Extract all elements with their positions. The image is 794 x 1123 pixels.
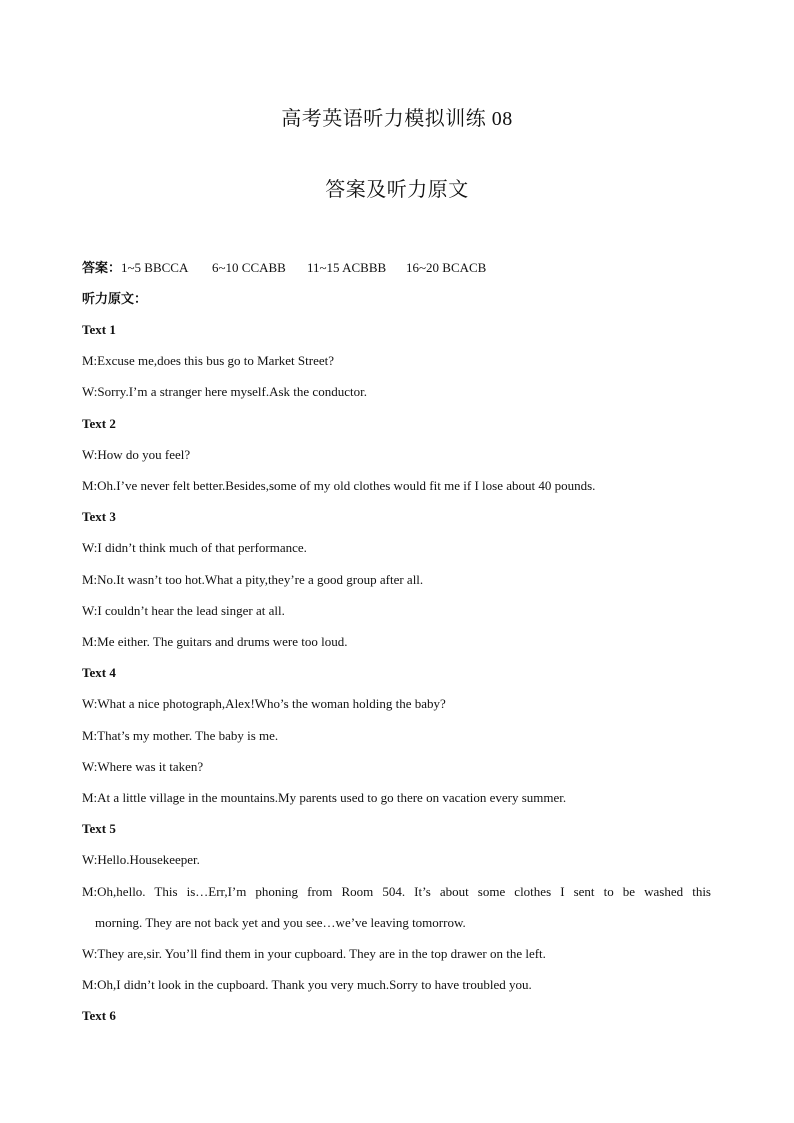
answer-group-4: 16~20 BCACB <box>406 260 487 275</box>
dialogue-line: W:They are,sir. You’ll find them in your cupboard. They are in the top drawer on the left. <box>82 946 546 961</box>
answer-group-1-text: 1~5 BBCCA <box>121 260 189 275</box>
answer-group-1 <box>82 259 212 277</box>
answer-label: 答案： <box>82 260 122 275</box>
text-heading: Text 4 <box>82 665 116 680</box>
dialogue-line: M:That’s my mother. The baby is me. <box>82 728 279 743</box>
dialogue-line: M:No.It wasn’t too hot.What a pity,they’re a good group after all. <box>82 572 424 587</box>
dialogue-line: M:Oh,hello. This is…Err,I’m phoning from Room 504. It’s about some clothes I sent to be washed this <box>82 884 711 899</box>
text-heading: Text 2 <box>82 416 116 431</box>
answer-group-2: 6~10 CCABB <box>212 260 286 275</box>
dialogue-line: W:What a nice photograph,Alex!Who’s the woman holding the baby? <box>82 696 446 711</box>
dialogue-line: W:I didn’t think much of that performance. <box>82 540 307 555</box>
dialogue-line: W:Where was it taken? <box>82 759 204 774</box>
dialogue-line: W:How do you feel? <box>82 447 191 462</box>
dialogue-line: M:Oh.I’ve never felt better.Besides,some of my old clothes would fit me if I lose about 40 pounds. <box>82 478 596 493</box>
answer-group-3: 11~15 ACBBB <box>307 260 387 275</box>
transcript-label: 听力原文： <box>82 291 148 306</box>
text-heading: Text 3 <box>82 509 116 524</box>
text-heading: Text 6 <box>82 1008 116 1023</box>
dialogue-line: W:Sorry.I’m a stranger here myself.Ask the conductor. <box>82 384 367 399</box>
dialogue-line: M:At a little village in the mountains.My parents used to go there on vacation every summer. <box>82 790 567 805</box>
document-title: 高考英语听力模拟训练 08 <box>281 108 513 130</box>
dialogue-line: W:Hello.Housekeeper. <box>82 852 200 867</box>
dialogue-line: M:Excuse me,does this bus go to Market Street? <box>82 353 335 368</box>
text-heading: Text 1 <box>82 322 116 337</box>
dialogue-line: W:I couldn’t hear the lead singer at all. <box>82 603 285 618</box>
dialogue-line-continued: morning. They are not back yet and you see…we’ve leaving tomorrow. <box>95 915 466 930</box>
document-subtitle: 答案及听力原文 <box>325 179 469 201</box>
answer-key <box>82 259 496 277</box>
dialogue-line: M:Me either. The guitars and drums were too loud. <box>82 634 348 649</box>
text-heading: Text 5 <box>82 821 116 836</box>
dialogue-line: M:Oh,I didn’t look in the cupboard. Thank you very much.Sorry to have troubled you. <box>82 977 532 992</box>
